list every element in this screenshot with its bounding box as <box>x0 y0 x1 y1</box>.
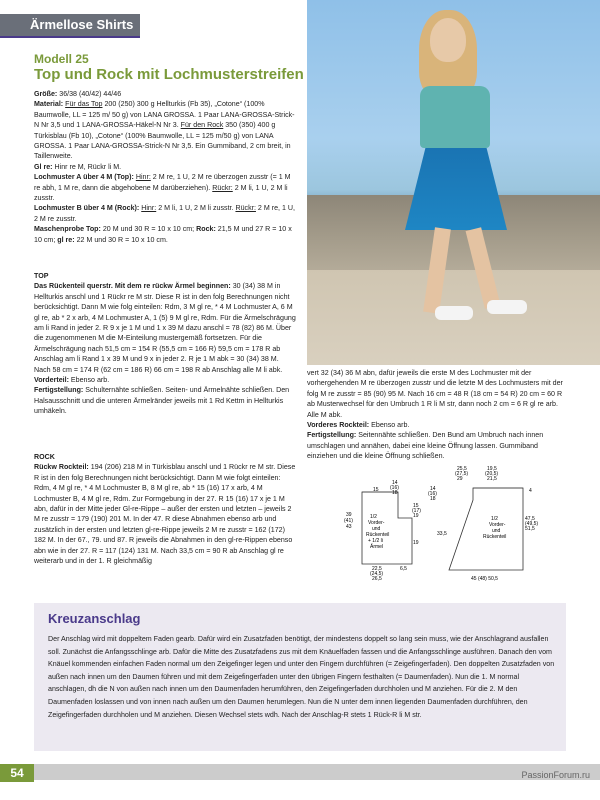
rm-top2-c: 21,5 <box>487 476 497 482</box>
lochA-line: Lochmuster A über 4 M (Top): Hinr: 2 M re, 1 U, 2 M re überzogen zusstr (= 1 M re abh, 1 M re, dann die abgehobene M darüberziehen). Rückr: 2 M li, 1 U, 2 M li zusstr. <box>34 173 291 203</box>
rm-top-a: 25,5 <box>457 466 467 472</box>
m-side-c: 43 <box>346 524 352 530</box>
gauge-line: Maschenprobe Top: 20 M und 30 R = 10 x 10 cm; Rock: 21,5 M und 27 R = 10 x 10 cm; gl re: 22 M und 30 R = 10 x 10 cm. <box>34 225 292 244</box>
sch-top-l5: Ärmel <box>370 544 384 550</box>
section-tab <box>0 14 140 38</box>
m-side-b: (41) <box>344 518 353 524</box>
rock-back: Rückw Rockteil: 194 (206) 218 M in Türkisblau anschl und 1 Rückr re M str. Diese R ist in den folg Berechnungen nicht berücksichtigt. Dann M wie folgt einteilen: Rdm, 4 M gl re, * 4 M Lochmuster B, 8 M gl re, ab * 15 (16) 17 x arb, 4 M Lochmuster B, 4 M gl re, Rdm. Zur Formgebung in der 27. R 15 (16) 17 x je 1 M abn, dafür in der Mitte jeder Gl-re-Rippe – außer der ersten und letzten – jeweils 2 M re zusstr = 179 (190) 201 M. In der 47. R diese Abnahmen ebenso arb und zusätzlich in der ersten und letzten gl-re-Rippe jeweils 2 M re zusstr = 162 (172) 182 M. In der 67., 79. und 87. R jeweils die Abnahmen in den gl-re-Rippen ebenso abn wie in der 27. R = 117 (124) 131 M. Nach 33,5 cm = 90 R ab Anschlag gl re weiterarb und in der 1. R gleichmäßig <box>34 463 296 566</box>
box-text: Der Anschlag wird mit doppeltem Faden gearb. Dafür wird ein Zusatzfaden benötigt, der mindestens doppelt so lang sein muss, wie der Anschlagrand ausfallen soll. Zunächst die Anfangsschlinge arb. Dafür die Mitte des Zusatzfadens zus mit dem Knäuelfaden fassen und die Anfangsschlinge ausführen. Danach den vom Knäuel kommenden einfachen Faden normal um den Zeigefinger legen und unter den Fingern durchführen (= Zeigefingerfaden). Den doppelten Zusatzfaden von außen nach innen um den Daumen führen und mit dem Zeigefingerfaden unter den übrigen Fingern festhalten (= Daumenfaden). Nun die 1. M normal anschlagen, dh die N von außen nach innen um den Daumenfaden herumführen, den Zeigefingerfaden durchholen und M anziehen. Für die 2. M den Daumenfaden loslassen und von innen nach außen um den Daumen herumlegen. Nun die N unter dem innen liegenden Daumenfaden durchführen, den Zeigefingerfaden durchholen und M anziehen. Diesen Wechsel stets wdh. Nach der Anschlag-R stets 1 Rück-R li M str. <box>48 635 555 719</box>
section-tab-label: Ärmellose Shirts <box>30 17 134 32</box>
top-finishing: Fertigstellung: Schulternähte schließen. Seiten- und Ärmelnähte schließen. Den Halsausschnitt und die unteren Ärmelränder jeweils mit 1 Rd Kettm in Hellturkis umhäkeln. <box>34 386 290 416</box>
model-title: Top und Rock mit Lochmusterstreifen <box>34 66 304 83</box>
m-side-a: 39 <box>346 512 352 518</box>
m-bot-a: 22,5 <box>372 566 382 572</box>
material-line: Material: Für das Top 200 (250) 300 g Hellturkis (Fb 35), „Cotone“ (100% Baumwolle, LL = 125 m/ 50 g) von LANA GROSSA. 1 Paar LANA-GROSSA-Strick-N Nr 3,5 und 1 LANA-GROSSA-Häkel-N Nr 3. Für den Rock 350 (350) 400 g Türkisblau (Fb 10), „Cotone“ (100% Baumwolle, LL = 125 m/50 g) von LANA GROSSA. 1 Paar LANA-GROSSA-Strick-N Nr 3,5. Ein Gummiband, 2 cm breit, in Taillenweite. <box>34 100 295 161</box>
m-top3: 18 <box>392 490 398 496</box>
box-title: Kreuzanschlag <box>48 611 141 626</box>
rm-right: 4 <box>529 488 532 494</box>
rm-top2-b: (20,5) <box>485 471 499 477</box>
m-bot-d: 6,5 <box>400 566 407 572</box>
page-number: 54 <box>0 764 34 782</box>
header <box>0 0 305 36</box>
sch-rock-l1: Vorder- <box>489 522 506 528</box>
m-left: 15 <box>373 487 379 493</box>
m-bot-c: 26,5 <box>372 576 382 582</box>
watermark: PassionForum.ru <box>521 770 590 780</box>
m-right-c: 19 <box>413 513 419 519</box>
rm-top-c: 29 <box>457 476 463 482</box>
rm-r-c: 51,5 <box>525 526 535 532</box>
model-number: Modell 25 <box>34 52 89 66</box>
size-line: Größe: 36/38 (40/42) 44/46 <box>34 90 122 98</box>
rock-heading: ROCK <box>34 453 55 461</box>
rock-section <box>34 452 296 566</box>
model-photo <box>307 0 600 365</box>
top-heading: TOP <box>34 272 49 280</box>
top-schematic <box>340 478 440 583</box>
rock-continued: vert 32 (34) 36 M abn, dafür jeweils die erste M des Lochmuster mit der vorhergehenden M re überzogen zusstr und die letzte M des Lochmusters mit der folg M re zusstr = 85 (90) 95 M. Nach 16 cm = 48 R (18 cm = 54 R) 20 cm = 60 R ab Musterwechsel für den Umbruch 1 R li M str, dann noch 2 cm = 6 R gl re arb. Alle M abk. Vorderes Rockteil: Ebenso arb. Fertigstellung: Seitennähte schließen. Den Bund am Umbruch nach innen umschlagen und annähen, dabei eine kleine Öffnung lassen. Gummiband einziehen und die kleine Öffnung schließen. <box>307 368 569 462</box>
m-right-b: (17) <box>412 508 421 514</box>
m-right-a: 15 <box>413 503 419 509</box>
lochB-line: Lochmuster B über 4 M (Rock): Hinr: 2 M li, 1 U, 2 M li zusstr. Rückr: 2 M re, 1 U, 2 M re zusstr. <box>34 204 295 223</box>
spec-block <box>34 89 296 245</box>
rm-top2-a: 19,5 <box>487 466 497 472</box>
rm-top-b: (27,5) <box>455 471 469 477</box>
rm-bot: 45 (48) 50,5 <box>471 576 498 582</box>
rock-schematic <box>437 460 567 590</box>
sch-top-l2: und <box>372 526 381 532</box>
sch-rock-l3: Rückenteil <box>483 534 507 540</box>
m-r2a: 14 <box>430 486 436 492</box>
sch-top-l3: Rückenteil <box>366 532 390 538</box>
m-top2: (16) <box>390 485 399 491</box>
m-bot-b: (24,5) <box>370 571 384 577</box>
sch-rock-l2: und <box>492 528 501 534</box>
kreuzanschlag-box <box>34 603 566 751</box>
sch-top-l1: Vorder- <box>368 520 385 526</box>
m-r2c: 18 <box>430 496 436 502</box>
top-section <box>34 271 296 417</box>
top-front: Vorderteil: Ebenso arb. <box>34 376 110 385</box>
glre-line: Gl re: Hinr re M, Rückr li M. <box>34 162 122 171</box>
rm-r-a: 47,5 <box>525 516 535 522</box>
rock-front: Vorderes Rockteil: Ebenso arb. <box>307 421 410 430</box>
m-right-d: 19 <box>413 540 419 546</box>
sch-rock-l0: 1/2 <box>491 516 498 522</box>
rm-left: 33,5 <box>437 531 447 537</box>
sch-top-l4: + 1/2 li <box>368 538 383 544</box>
rm-r-b: (49,5) <box>525 521 539 527</box>
m-r2b: (16) <box>428 491 437 497</box>
top-back: Das Rückenteil querstr. Mit dem re rückw Ärmel beginnen: 30 (34) 38 M in Hellturkis anschl und 1 Rückr re M str. Diese R ist in den folg Berechnungen nicht berücksichtigt. Dann M wie folg einteilen: Rdm, 3 M gl re, * 4 M Lochmuster A, 6 M gl re, ab * 2 x arb, 4 M Lochmuster A, 1 (5) 9 M gl re, Rdm. Für die Ärmelschrägung am li Rand in jeder 2. R 9 x je 1 M und 1 x 39 M dazu anschl = 78 (82) 86 M. Über die zugenommenen M die M-Einteilung mustergemäß fortsetzen. Für die Ärmelschrägung nach 51,5 cm = 154 R (55,5 cm = 166 R) 59,5 cm = 178 R ab Anschlag am li Rand 1 x 39 M und 9 x in jeder 2. R je 1 M abk = 30 (34) 38 M. Nach 58 cm = 174 R (62 cm = 186 R) 66 cm = 198 R ab Anschlag alle M li abk. <box>34 282 296 374</box>
sch-top-l0: 1/2 <box>370 514 377 520</box>
m-top: 14 <box>392 480 398 486</box>
rock-finishing: Fertigstellung: Seitennähte schließen. Den Bund am Umbruch nach innen umschlagen und annähen, dabei eine kleine Öffnung lassen. Gummiband einziehen und die kleine Öffnung schließen. <box>307 431 544 461</box>
footer-bar <box>0 764 600 780</box>
